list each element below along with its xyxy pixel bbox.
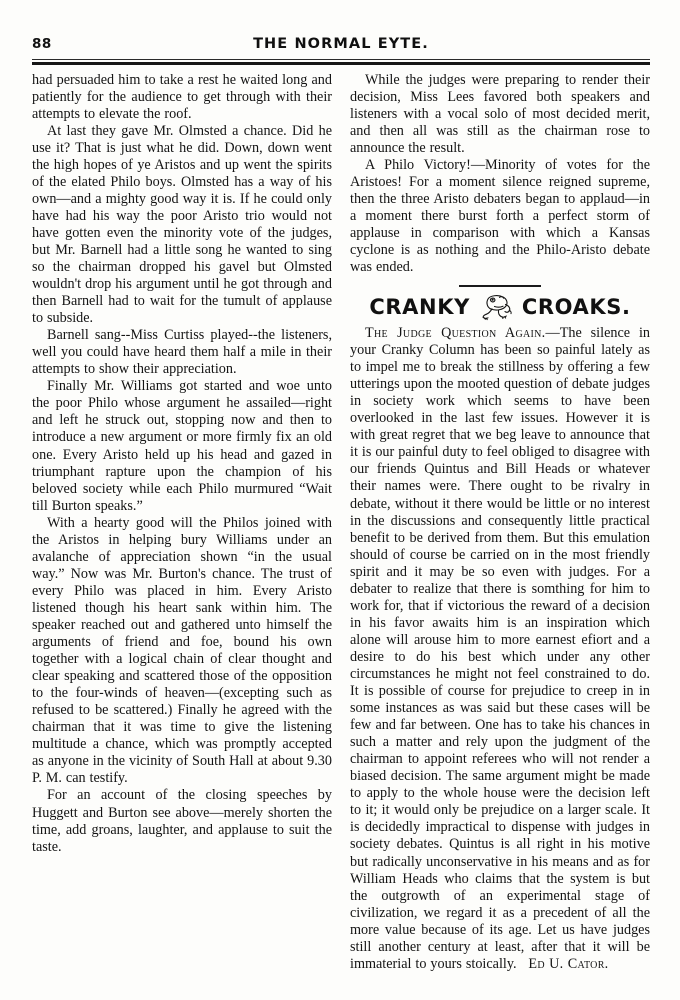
left-column	[32, 72, 332, 856]
paragraph: While the judges were preparing to render their decision, Miss Lees favored both speakers and listeners with a vocal solo of most decided merit, and then all was still as the chairman rose to announce the result.	[350, 71, 650, 156]
article-signature: Ed U. Cator.	[528, 955, 609, 972]
paragraph: had persuaded him to take a rest he waited long and patiently for the audience to get through with their attempts to elevate the roof.	[32, 71, 332, 122]
paragraph: Barnell sang--Miss Curtiss played--the listeners, well you could have heard them half a mile in their attempts to show their appreciation.	[32, 327, 332, 378]
cranky-croaks-article	[350, 325, 650, 973]
paragraph: A Philo Victory!—Minority of votes for the Aristoes! For a moment silence reigned supreme, then the three Aristo debaters began to applaud—in a moment there burst forth a perfect storm of applause in comparison with which a Kansas cyclone is as nothing and the Philo-Aristo debate was ended.	[350, 156, 650, 276]
frog-icon	[476, 292, 516, 322]
article-lead-dash: —	[545, 325, 560, 342]
paragraph: With a hearty good will the Philos joined with the Aristos in helping bury Williams under an avalanche of appreciation shown “in the usual way.” Now was Mr. Burton's chance. The trust of every Philo was placed in him. Every Aristo listened though his heart sank within him. The speaker reached out and gathered unto himself the arguments of friend and foe, bound his own together with a logical chain of clear thought and clear speaking and scattered those of the opposition to the four-winds of heaven—(excepting such as refused to be scattered.) Finally he agreed with the chairman that it was time to give the listening multitude a chance, which was promptly accepted as anyone in the vicinity of South Hall at about 9.30 P. M. can testify.	[32, 514, 332, 787]
paragraph: At last they gave Mr. Olmsted a chance. Did he use it? That is just what he did. Down, down went the high hopes of ye Aristos and up went the spirits of the elated Philo boys. Olmsted has a way of his own—and a mighty good way it is. If he could only have had his way the poor Aristo trio would not have gotten even the minority vote of the judges, but Mr. Barnell had a little song he wanted to sing so the chairman dropped his gavel but Olmsted wouldn't drop his argument until he got through and then Barnell had to wait for the tumult of applause to subside.	[32, 122, 332, 327]
running-title: THE NORMAL EYTE.	[253, 36, 429, 52]
section-title-right: CROAKS.	[521, 295, 631, 320]
column-layout	[32, 72, 650, 973]
masthead-rule-thick	[32, 62, 650, 65]
masthead	[32, 36, 650, 56]
section-header-line	[350, 292, 650, 322]
masthead-rule-thin	[32, 59, 650, 60]
page-number: 88	[32, 36, 52, 52]
section-title-left: CRANKY	[369, 295, 470, 320]
paragraph: Finally Mr. Williams got started and woe unto the poor Philo whose argument he assailed—right and left he struck out, stopping now and then to introduce a new argument or more firmly fix an old one. Every Aristo held up his head and gazed in triumphant rapture upon the champion of his beloved society while each Philo murmured “Wait till Burton speaks.”	[32, 378, 332, 514]
section-header-rule	[459, 285, 541, 287]
section-header-cranky-croaks	[350, 285, 650, 322]
article-lead-in: The Judge Question Again.	[365, 325, 546, 342]
article-body: The silence in your Cranky Column has been so painful lately as to impel me to break the stillness by offering a few utterings upon the mooted question of debate judges in society work which seems to have been overlooked in the last few issues. However it is with great regret that we beg leave to announce that it is our painful duty to feel obliged to disagree with our friends Quintus and Bill Heads or whatever their names were. There ought to be rivalry in debate, without it there would be little or no interest in the discussions and consequently little practical benefit to be derived from them. But this emulation should of course be carried on in the most friendly spirit and it may be so even with judges. For a debater to realize that there is somthing for him to work for, that if victorious the reward of a decision in his favor awaits him is an inspiration which alone will arouse him to more earnest efiort and a desire to do his best which under any other circumstances he might not feel constrained to do. It is possible of course for prejudice to creep in in some instances as was said but these cases will be few and far between. One has to take his chances in such a matter and rely upon the judgment of the chairman to appoint referees who will not render a biased decision. The same argument might be made to apply to the whole house were the decision left to it; it would only be prejudice on a larger scale. It is decidedly impractical to dispense with judges in society debates. Quintus is all right in his motive but radically unconservative in his means and as for William Heads who claims that the system is but the outgrowth of an experimental stage of civilization, we regard it as a precedent of all the more value because of its age. Let us have judges still another century at least, after that it will be immaterial to yours stoically.	[350, 325, 650, 972]
paragraph: For an account of the closing speeches by Huggett and Burton see above—merely shorten the time, add groans, laughter, and applause to suit the taste.	[32, 787, 332, 855]
right-column	[350, 72, 650, 973]
